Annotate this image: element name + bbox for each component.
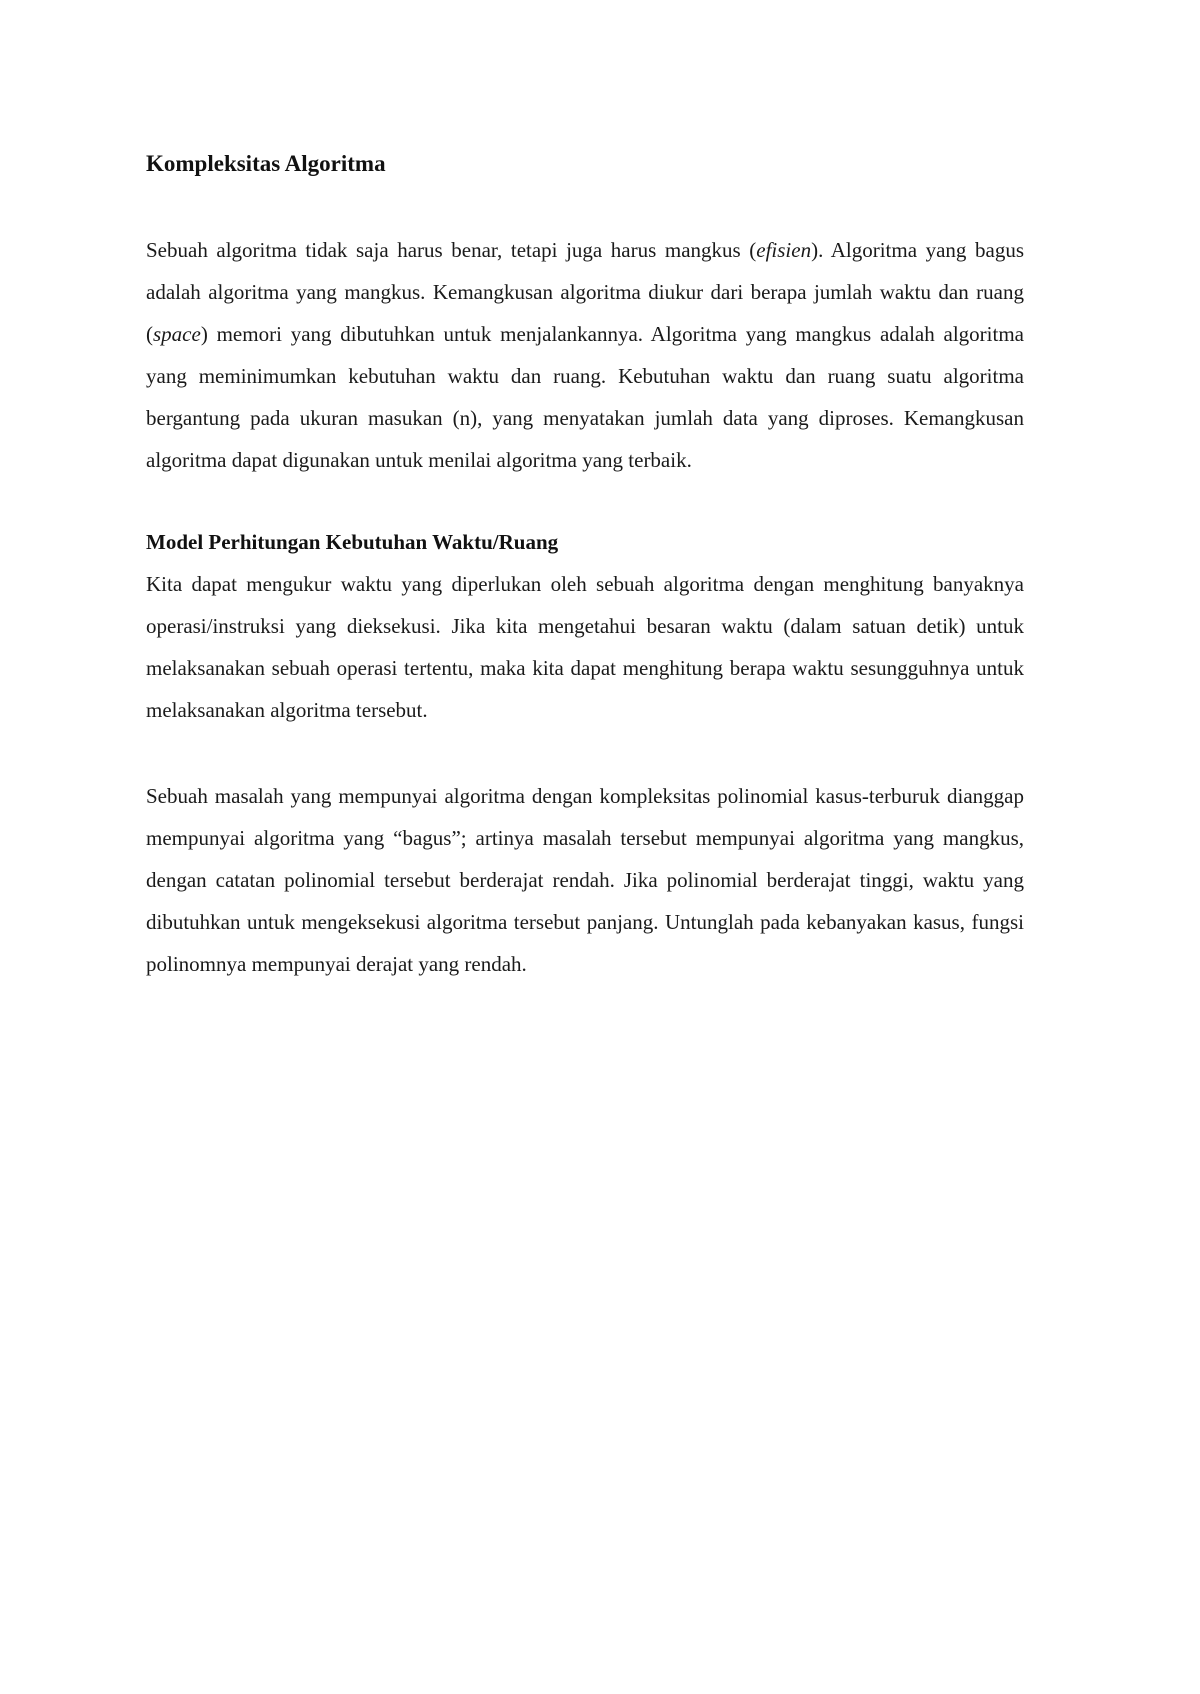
paragraph-intro-part1: Sebuah algoritma tidak saja harus benar, tetapi juga harus mangkus ( bbox=[146, 238, 757, 262]
spacer bbox=[146, 481, 1024, 525]
spacer bbox=[146, 731, 1024, 775]
paragraph-polinomial: Sebuah masalah yang mempunyai algoritma dengan kompleksitas polinomial kasus-terburuk dianggap mempunyai algoritma yang “bagus”; artinya masalah tersebut mempunyai algoritma yang mangkus, dengan catatan polinomial tersebut berderajat rendah. Jika polinomial berderajat tinggi, waktu yang dibutuhkan untuk mengeksekusi algoritma tersebut panjang. Untunglah pada kebanyakan kasus, fungsi polinomnya mempunyai derajat yang rendah. bbox=[146, 784, 1024, 976]
paragraph-model: Kita dapat mengukur waktu yang diperlukan oleh sebuah algoritma dengan menghitung banyaknya operasi/instruksi yang dieksekusi. Jika kita mengetahui besaran waktu (dalam satuan detik) untuk melaksanakan sebuah operasi tertentu, maka kita dapat menghitung berapa waktu sesungguhnya untuk melaksanakan algoritma tersebut. bbox=[146, 572, 1024, 722]
document-title: Kompleksitas Algoritma bbox=[146, 151, 386, 176]
section-heading: Model Perhitungan Kebutuhan Waktu/Ruang bbox=[146, 530, 559, 554]
paragraph-intro-part2: ). Algoritma yang bagus adalah algoritma yang mangkus. Kemangkusan algoritma diukur dari berapa jumlah waktu dan ruang ( bbox=[146, 238, 1024, 346]
document-content bbox=[146, 147, 1024, 985]
paragraph-intro-part3: ) memori yang dibutuhkan untuk menjalankannya. Algoritma yang mangkus adalah algoritma yang meminimumkan kebutuhan waktu dan ruang. Kebutuhan waktu dan ruang suatu algoritma bergantung pada ukuran masukan (n), yang menyatakan jumlah data yang diproses. Kemangkusan algoritma dapat digunakan untuk menilai algoritma yang terbaik. bbox=[146, 322, 1024, 472]
spacer bbox=[146, 181, 1024, 229]
paragraph-intro bbox=[146, 229, 1024, 481]
italic-term-efisien: efisien bbox=[756, 238, 812, 262]
italic-term-space: space bbox=[153, 322, 201, 346]
